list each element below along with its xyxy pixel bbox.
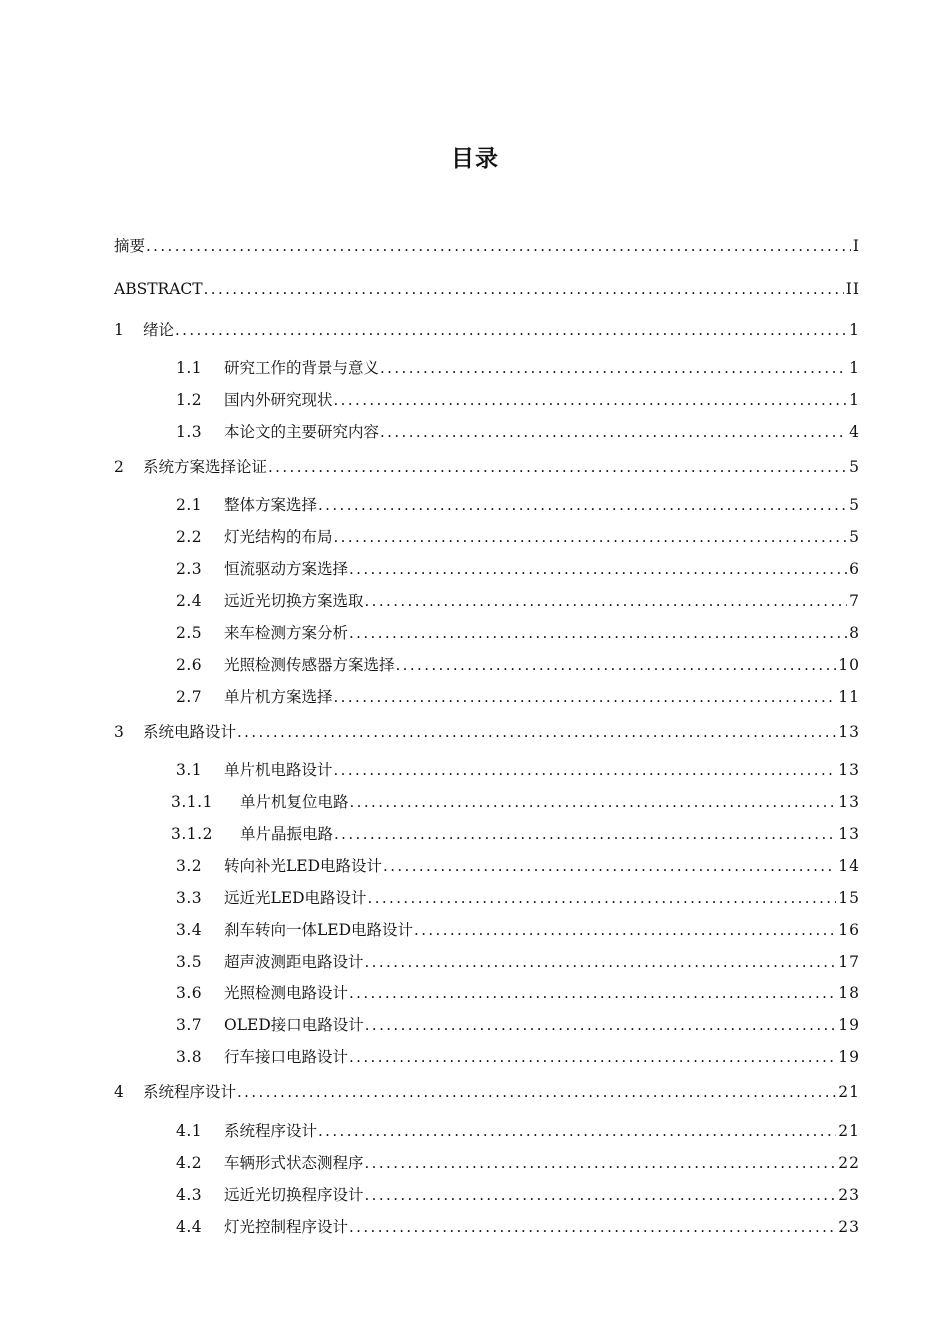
- dot-leader: [380, 356, 847, 380]
- toc-entry-page: 1: [849, 321, 860, 339]
- toc-entry-title: 超声波测距电路设计: [224, 953, 364, 971]
- dot-leader: [237, 1080, 836, 1104]
- toc-entry-number: 3: [114, 723, 124, 741]
- dot-leader: [365, 589, 848, 613]
- toc-entry-page: I: [852, 237, 860, 255]
- toc-entry[interactable]: [176, 1151, 860, 1175]
- toc-entry-page: 19: [838, 1016, 860, 1034]
- toc-entry-page: 15: [838, 889, 860, 907]
- toc-entry-title: 光照检测电路设计: [224, 984, 349, 1002]
- toc-entry-page: 10: [838, 656, 860, 674]
- toc-entry-title: OLED接口电路设计: [224, 1016, 364, 1034]
- dot-leader: [175, 318, 847, 342]
- dot-leader: [146, 234, 851, 258]
- toc-entry-number: 3.8: [176, 1048, 203, 1066]
- toc-entry-page: 13: [838, 723, 860, 741]
- toc-entry-page: II: [845, 280, 860, 298]
- toc-entry-number: 3.6: [176, 984, 203, 1002]
- toc-entry-page: 13: [838, 825, 860, 843]
- toc-entry-page: 13: [838, 761, 860, 779]
- toc-entry-page: 4: [849, 423, 860, 441]
- dot-leader: [365, 1013, 837, 1037]
- toc-entry[interactable]: [176, 653, 860, 677]
- toc-entry[interactable]: [114, 234, 860, 258]
- dot-leader: [350, 790, 837, 814]
- toc-entry-number: 3.2: [176, 857, 203, 875]
- toc-entry[interactable]: [176, 1183, 860, 1207]
- toc-entry-title: 系统方案选择论证: [143, 458, 268, 476]
- toc-entry-title: 远近光切换方案选取: [224, 592, 364, 610]
- toc-entry-number: 3.1.1: [171, 793, 213, 811]
- toc-entry-page: 8: [849, 624, 860, 642]
- toc-entry[interactable]: [114, 1080, 860, 1104]
- toc-entry-title: 国内外研究现状: [224, 391, 333, 409]
- dot-leader: [365, 1183, 837, 1207]
- toc-entry[interactable]: [176, 981, 860, 1005]
- toc-entry-page: 5: [849, 528, 860, 546]
- toc-entry-number: 2.5: [176, 624, 203, 642]
- toc-entry-number: 4.2: [176, 1154, 203, 1172]
- dot-leader: [349, 621, 847, 645]
- toc-entry-page: 17: [838, 953, 860, 971]
- toc-entry-number: 4.3: [176, 1186, 203, 1204]
- toc-entry-title: 系统程序设计: [143, 1083, 237, 1101]
- toc-entry-page: 11: [838, 688, 860, 706]
- toc-entry-page: 7: [849, 592, 860, 610]
- toc-entry-title: 系统电路设计: [143, 723, 237, 741]
- toc-entry[interactable]: [176, 950, 860, 974]
- dot-leader: [396, 653, 837, 677]
- toc-entry[interactable]: [114, 318, 860, 342]
- toc-entry[interactable]: [171, 790, 860, 814]
- toc-entry-number: 3.3: [176, 889, 203, 907]
- toc-entry-number: 3.5: [176, 953, 203, 971]
- toc-entry[interactable]: [114, 720, 860, 744]
- toc-entry-title: 刹车转向一体LED电路设计: [224, 921, 414, 939]
- toc-entry-number: 2.3: [176, 560, 203, 578]
- toc-entry[interactable]: [176, 589, 860, 613]
- toc-entry-title: ABSTRACT: [114, 280, 203, 298]
- toc-entry-number: 4.4: [176, 1218, 203, 1236]
- toc-entry-page: 6: [849, 560, 860, 578]
- toc-entry[interactable]: [171, 822, 860, 846]
- toc-entry-page: 23: [838, 1218, 860, 1236]
- dot-leader: [383, 854, 836, 878]
- toc-entry-number: 2.6: [176, 656, 203, 674]
- toc-entry-page: 21: [838, 1122, 860, 1140]
- toc-entry[interactable]: [176, 1013, 860, 1037]
- toc-entry-title: 整体方案选择: [224, 496, 318, 514]
- toc-entry[interactable]: [176, 758, 860, 782]
- toc-entry-number: 1.3: [176, 423, 203, 441]
- toc-entry-page: 5: [849, 496, 860, 514]
- dot-leader: [334, 685, 837, 709]
- toc-entry-title: 远近光切换程序设计: [224, 1186, 364, 1204]
- toc-entry[interactable]: [114, 455, 860, 479]
- toc-entry-title: 灯光结构的布局: [224, 528, 333, 546]
- toc-entry-page: 16: [838, 921, 860, 939]
- toc-entry-number: 2.1: [176, 496, 203, 514]
- dot-leader: [365, 1151, 837, 1175]
- dot-leader: [318, 493, 847, 517]
- toc-entry-number: 1.2: [176, 391, 203, 409]
- toc-entry-title: 恒流驱动方案选择: [224, 560, 349, 578]
- toc-entry-page: 22: [838, 1154, 860, 1172]
- dot-leader: [334, 822, 836, 846]
- toc-entry-title: 系统程序设计: [224, 1122, 318, 1140]
- toc-entry-number: 2: [114, 458, 124, 476]
- toc-entry[interactable]: [176, 388, 860, 412]
- toc-entry-title: 单片机电路设计: [224, 761, 333, 779]
- dot-leader: [334, 758, 837, 782]
- dot-leader: [349, 1045, 836, 1069]
- toc-entry[interactable]: [176, 420, 860, 444]
- dot-leader: [237, 720, 836, 744]
- toc-entry[interactable]: [176, 1215, 860, 1239]
- toc-entry-number: 1: [114, 321, 124, 339]
- toc-entry[interactable]: [176, 854, 860, 878]
- toc-entry[interactable]: [176, 1045, 860, 1069]
- toc-entry-page: 1: [849, 391, 860, 409]
- toc-entry-number: 3.1: [176, 761, 203, 779]
- toc-entry-page: 14: [838, 857, 860, 875]
- toc-entry[interactable]: [176, 493, 860, 517]
- dot-leader: [380, 420, 847, 444]
- dot-leader: [204, 277, 844, 301]
- toc-entry-title: 转向补光LED电路设计: [224, 857, 383, 875]
- toc-entry-page: 23: [838, 1186, 860, 1204]
- dot-leader: [268, 455, 847, 479]
- dot-leader: [349, 981, 836, 1005]
- toc-entry-number: 3.7: [176, 1016, 203, 1034]
- toc-entry[interactable]: [176, 356, 860, 380]
- toc-entry-page: 21: [838, 1083, 860, 1101]
- toc-entry-page: 1: [849, 359, 860, 377]
- dot-leader: [334, 525, 848, 549]
- toc-entry-title: 本论文的主要研究内容: [224, 423, 380, 441]
- toc-entry[interactable]: [176, 557, 860, 581]
- dot-leader: [318, 1119, 836, 1143]
- toc-entry-page: 5: [849, 458, 860, 476]
- dot-leader: [349, 1215, 836, 1239]
- toc-entry-title: 行车接口电路设计: [224, 1048, 349, 1066]
- toc-entry[interactable]: [114, 277, 860, 301]
- toc-entry-title: 绪论: [143, 321, 175, 339]
- toc-entry-number: 1.1: [176, 359, 203, 377]
- toc-entry-number: 2.2: [176, 528, 203, 546]
- dot-leader: [365, 950, 837, 974]
- toc-entry[interactable]: [176, 685, 860, 709]
- toc-entry-page: 18: [838, 984, 860, 1002]
- toc-entry-title: 单片晶振电路: [240, 825, 334, 843]
- toc-entry[interactable]: [176, 621, 860, 645]
- toc-entry-page: 19: [838, 1048, 860, 1066]
- dot-leader: [368, 886, 837, 910]
- toc-entry-title: 单片机方案选择: [224, 688, 333, 706]
- dot-leader: [414, 918, 836, 942]
- toc-entry-title: 光照检测传感器方案选择: [224, 656, 395, 674]
- toc-entry-number: 2.7: [176, 688, 203, 706]
- toc-entry-number: 3.1.2: [171, 825, 213, 843]
- toc-entry-title: 摘要: [114, 237, 146, 255]
- toc-entry-title: 远近光LED电路设计: [224, 889, 367, 907]
- toc-entry-number: 3.4: [176, 921, 203, 939]
- toc-entry-title: 单片机复位电路: [240, 793, 349, 811]
- dot-leader: [349, 557, 847, 581]
- dot-leader: [334, 388, 848, 412]
- toc-entry-number: 4.1: [176, 1122, 203, 1140]
- toc-entry-page: 13: [838, 793, 860, 811]
- toc-entry[interactable]: [176, 525, 860, 549]
- toc-entry-title: 来车检测方案分析: [224, 624, 349, 642]
- toc-entry-number: 2.4: [176, 592, 203, 610]
- toc-entry-title: 车辆形式状态测程序: [224, 1154, 364, 1172]
- toc-entry-number: 4: [114, 1083, 124, 1101]
- toc-entry-title: 灯光控制程序设计: [224, 1218, 349, 1236]
- toc-entry[interactable]: [176, 1119, 860, 1143]
- toc-entry-title: 研究工作的背景与意义: [224, 359, 380, 377]
- toc-title: 目录: [451, 146, 499, 172]
- toc-entry[interactable]: [176, 918, 860, 942]
- toc-entry[interactable]: [176, 886, 860, 910]
